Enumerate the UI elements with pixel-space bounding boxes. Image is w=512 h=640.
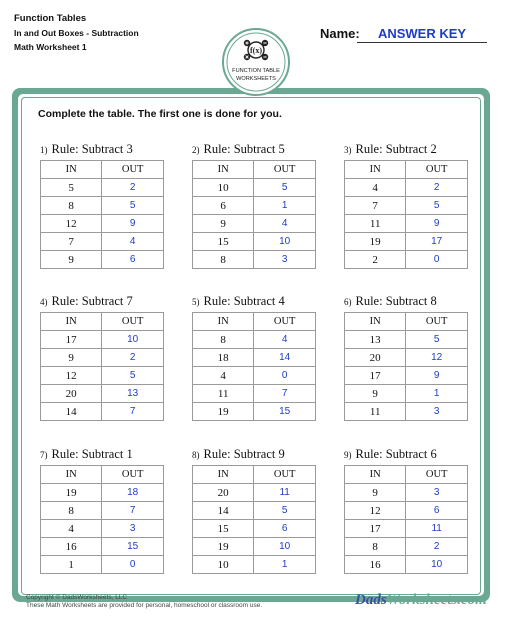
out-cell: 10: [254, 538, 316, 556]
out-cell: 7: [102, 502, 164, 520]
out-cell: 5: [406, 331, 468, 349]
in-cell: 5: [41, 179, 102, 197]
function-table: [344, 312, 468, 421]
out-cell: 11: [254, 484, 316, 502]
out-cell: 10: [102, 331, 164, 349]
out-cell: 6: [102, 251, 164, 269]
table-row: [345, 538, 468, 556]
answer-key-field: ANSWER KEY: [357, 26, 487, 43]
function-table: [40, 160, 164, 269]
out-cell: 5: [102, 367, 164, 385]
table-row: [41, 385, 164, 403]
out-cell: 5: [254, 502, 316, 520]
in-cell: 10: [193, 556, 254, 574]
table-row: [193, 502, 316, 520]
in-cell: 20: [345, 349, 406, 367]
function-table: [40, 312, 164, 421]
out-cell: 9: [406, 215, 468, 233]
out-cell: 18: [102, 484, 164, 502]
table-row: [41, 367, 164, 385]
table-row: [345, 197, 468, 215]
function-table: [192, 465, 316, 574]
table-row: [345, 403, 468, 421]
in-cell: 9: [41, 251, 102, 269]
out-cell: 7: [254, 385, 316, 403]
problem-2: [192, 140, 316, 269]
out-cell: 13: [102, 385, 164, 403]
table-row: [41, 502, 164, 520]
rule-text: Rule: Subtract 1: [51, 447, 133, 461]
out-header: OUT: [102, 313, 164, 331]
table-row: [345, 556, 468, 574]
in-cell: 17: [345, 367, 406, 385]
rule-label: [344, 140, 468, 160]
problem-number: 2): [192, 145, 200, 155]
rule-label: [344, 292, 468, 312]
in-cell: 4: [193, 367, 254, 385]
rule-text: Rule: Subtract 7: [51, 294, 133, 308]
problem-number: 4): [40, 297, 48, 307]
in-cell: 14: [41, 403, 102, 421]
rule-label: [40, 140, 164, 160]
table-row: [345, 215, 468, 233]
in-cell: 10: [193, 179, 254, 197]
rule-label: [40, 445, 164, 465]
out-cell: 5: [406, 197, 468, 215]
out-cell: 12: [406, 349, 468, 367]
function-table: [192, 312, 316, 421]
out-cell: 2: [406, 179, 468, 197]
problem-number: 3): [344, 145, 352, 155]
in-cell: 20: [41, 385, 102, 403]
in-cell: 4: [41, 520, 102, 538]
in-cell: 8: [41, 197, 102, 215]
in-cell: 6: [193, 197, 254, 215]
in-cell: 17: [41, 331, 102, 349]
in-header: IN: [345, 466, 406, 484]
table-row: [345, 484, 468, 502]
out-header: OUT: [102, 161, 164, 179]
in-cell: 9: [345, 385, 406, 403]
rule-text: Rule: Subtract 6: [355, 447, 437, 461]
in-header: IN: [193, 466, 254, 484]
out-cell: 2: [406, 538, 468, 556]
table-row: [41, 403, 164, 421]
rule-label: [192, 445, 316, 465]
svg-text:f(x): f(x): [250, 46, 262, 55]
rule-label: [40, 292, 164, 312]
in-cell: 1: [41, 556, 102, 574]
table-row: [345, 385, 468, 403]
table-row: [41, 251, 164, 269]
in-header: IN: [345, 161, 406, 179]
table-row: [193, 484, 316, 502]
problem-number: 1): [40, 145, 48, 155]
table-row: [41, 215, 164, 233]
in-cell: 19: [193, 403, 254, 421]
table-row: [345, 251, 468, 269]
in-cell: 7: [345, 197, 406, 215]
rule-text: Rule: Subtract 5: [203, 142, 285, 156]
copyright-text: Copyright © DadsWorksheets, LLC: [26, 594, 128, 601]
logo-line1: FUNCTION TABLE: [232, 68, 280, 74]
problem-7: [40, 445, 164, 574]
brand-part1: Dads: [355, 592, 387, 608]
problem-number: 9): [344, 450, 352, 460]
in-cell: 2: [345, 251, 406, 269]
table-row: [41, 179, 164, 197]
in-cell: 19: [345, 233, 406, 251]
problem-6: [344, 292, 468, 421]
rule-text: Rule: Subtract 8: [355, 294, 437, 308]
in-cell: 17: [345, 520, 406, 538]
table-row: [41, 331, 164, 349]
in-cell: 11: [193, 385, 254, 403]
table-header-row: [345, 466, 468, 484]
in-header: IN: [41, 466, 102, 484]
problem-3: [344, 140, 468, 269]
problem-number: 6): [344, 297, 352, 307]
out-cell: 4: [102, 233, 164, 251]
rule-text: Rule: Subtract 9: [203, 447, 285, 461]
in-header: IN: [193, 313, 254, 331]
rule-text: Rule: Subtract 2: [355, 142, 437, 156]
table-header-row: [193, 313, 316, 331]
out-cell: 5: [254, 179, 316, 197]
problem-8: [192, 445, 316, 574]
in-cell: 19: [193, 538, 254, 556]
in-cell: 12: [41, 367, 102, 385]
in-cell: 15: [193, 233, 254, 251]
in-cell: 18: [193, 349, 254, 367]
out-cell: 6: [406, 502, 468, 520]
in-cell: 11: [345, 403, 406, 421]
worksheet-title: Function Tables: [14, 13, 87, 24]
table-row: [193, 556, 316, 574]
table-header-row: [41, 313, 164, 331]
in-cell: 16: [41, 538, 102, 556]
table-row: [345, 331, 468, 349]
out-header: OUT: [406, 313, 468, 331]
out-header: OUT: [406, 161, 468, 179]
table-row: [193, 349, 316, 367]
out-cell: 15: [254, 403, 316, 421]
table-row: [193, 179, 316, 197]
function-table: [344, 160, 468, 269]
out-cell: 3: [102, 520, 164, 538]
out-cell: 1: [254, 556, 316, 574]
in-cell: 12: [345, 502, 406, 520]
out-cell: 9: [102, 215, 164, 233]
in-cell: 8: [345, 538, 406, 556]
out-cell: 2: [102, 349, 164, 367]
out-cell: 1: [254, 197, 316, 215]
table-row: [41, 197, 164, 215]
rule-label: [344, 445, 468, 465]
in-cell: 8: [193, 251, 254, 269]
out-cell: 10: [406, 556, 468, 574]
out-cell: 0: [254, 367, 316, 385]
in-cell: 8: [193, 331, 254, 349]
in-header: IN: [345, 313, 406, 331]
worksheet-number: Math Worksheet 1: [14, 42, 87, 52]
in-cell: 9: [41, 349, 102, 367]
out-cell: 7: [102, 403, 164, 421]
in-cell: 19: [41, 484, 102, 502]
out-cell: 14: [254, 349, 316, 367]
table-row: [345, 349, 468, 367]
table-row: [345, 233, 468, 251]
rule-label: [192, 140, 316, 160]
out-cell: 0: [406, 251, 468, 269]
problem-number: 7): [40, 450, 48, 460]
brand-part2: Worksheets.com: [386, 592, 487, 608]
table-row: [193, 538, 316, 556]
out-cell: 4: [254, 215, 316, 233]
table-row: [193, 251, 316, 269]
in-cell: 13: [345, 331, 406, 349]
problem-4: [40, 292, 164, 421]
in-header: IN: [41, 161, 102, 179]
out-cell: 6: [254, 520, 316, 538]
out-cell: 5: [102, 197, 164, 215]
in-cell: 8: [41, 502, 102, 520]
table-row: [41, 349, 164, 367]
out-header: OUT: [254, 313, 316, 331]
problem-number: 5): [192, 297, 200, 307]
usage-note: These Math Worksheets are provided for personal, homeschool or classroom use.: [26, 602, 263, 609]
out-header: OUT: [254, 161, 316, 179]
out-header: OUT: [406, 466, 468, 484]
instruction-text: Complete the table. The first one is done for you.: [38, 108, 282, 120]
table-row: [193, 215, 316, 233]
logo-line2: WORKSHEETS: [236, 76, 276, 82]
table-header-row: [345, 313, 468, 331]
out-cell: 17: [406, 233, 468, 251]
out-cell: 3: [254, 251, 316, 269]
in-cell: 16: [345, 556, 406, 574]
problem-9: [344, 445, 468, 574]
in-cell: 9: [193, 215, 254, 233]
out-header: OUT: [254, 466, 316, 484]
table-row: [345, 367, 468, 385]
table-row: [193, 385, 316, 403]
out-cell: 9: [406, 367, 468, 385]
table-row: [41, 556, 164, 574]
table-row: [41, 484, 164, 502]
out-cell: 1: [406, 385, 468, 403]
in-cell: 4: [345, 179, 406, 197]
name-label: Name:: [320, 26, 360, 41]
table-header-row: [193, 466, 316, 484]
table-row: [193, 197, 316, 215]
table-row: [345, 502, 468, 520]
problem-number: 8): [192, 450, 200, 460]
in-cell: 15: [193, 520, 254, 538]
table-row: [345, 520, 468, 538]
problem-1: [40, 140, 164, 269]
footer: [26, 594, 262, 610]
rule-text: Rule: Subtract 3: [51, 142, 133, 156]
table-header-row: [193, 161, 316, 179]
table-row: [345, 179, 468, 197]
table-header-row: [41, 466, 164, 484]
out-cell: 2: [102, 179, 164, 197]
in-cell: 9: [345, 484, 406, 502]
worksheet-subtitle: In and Out Boxes - Subtraction: [14, 28, 139, 38]
brand-logo: [355, 592, 487, 609]
table-row: [41, 233, 164, 251]
table-header-row: [345, 161, 468, 179]
function-table: [344, 465, 468, 574]
in-cell: 14: [193, 502, 254, 520]
function-table: [192, 160, 316, 269]
out-cell: 4: [254, 331, 316, 349]
out-cell: 10: [254, 233, 316, 251]
in-header: IN: [193, 161, 254, 179]
table-header-row: [41, 161, 164, 179]
out-cell: 15: [102, 538, 164, 556]
in-cell: 12: [41, 215, 102, 233]
in-cell: 11: [345, 215, 406, 233]
table-row: [41, 520, 164, 538]
table-row: [193, 233, 316, 251]
out-cell: 0: [102, 556, 164, 574]
table-row: [41, 538, 164, 556]
rule-text: Rule: Subtract 4: [203, 294, 285, 308]
out-cell: 3: [406, 403, 468, 421]
in-cell: 7: [41, 233, 102, 251]
in-header: IN: [41, 313, 102, 331]
function-table: [40, 465, 164, 574]
out-header: OUT: [102, 466, 164, 484]
table-row: [193, 520, 316, 538]
out-cell: 11: [406, 520, 468, 538]
rule-label: [192, 292, 316, 312]
function-table-logo-icon: [222, 28, 290, 96]
table-row: [193, 331, 316, 349]
worksheet-header: [14, 12, 139, 54]
table-row: [193, 367, 316, 385]
out-cell: 3: [406, 484, 468, 502]
in-cell: 20: [193, 484, 254, 502]
problem-5: [192, 292, 316, 421]
table-row: [193, 403, 316, 421]
